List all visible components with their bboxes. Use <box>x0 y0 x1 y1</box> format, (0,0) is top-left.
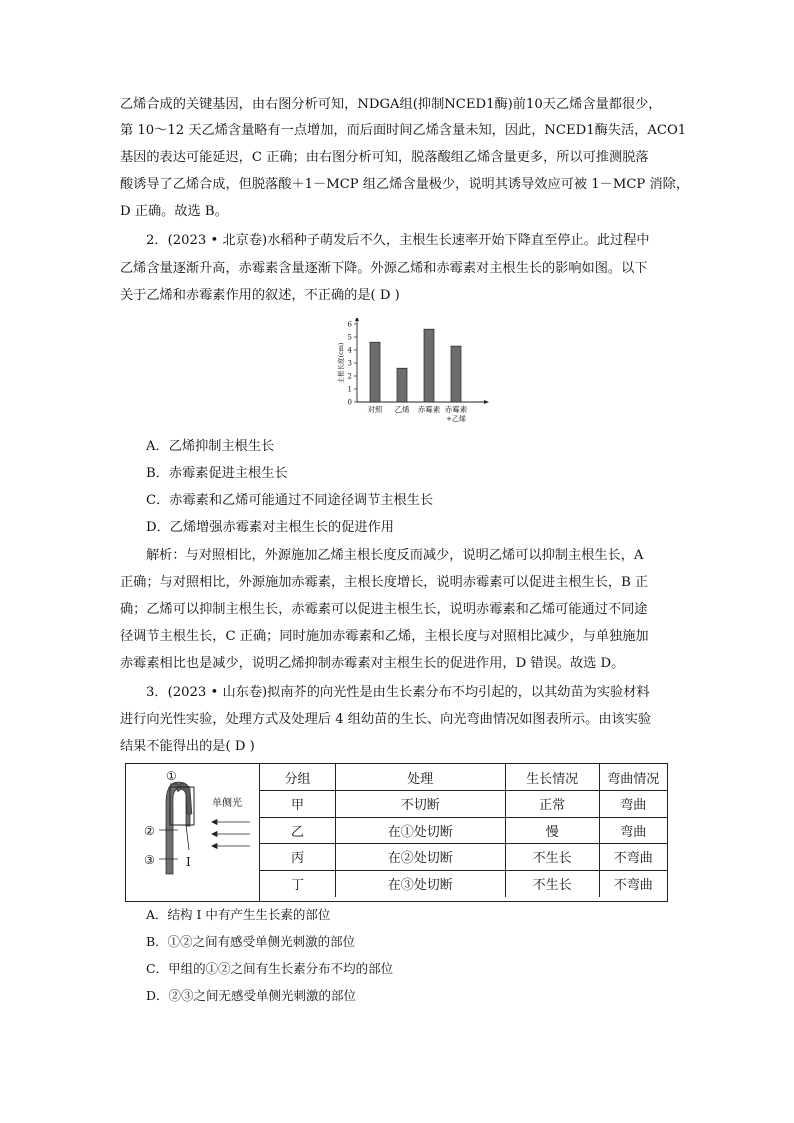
q2-stem-line-1: 2．(2023 • 北京卷)水稻种子萌发后不久，主根生长速率开始下降直至停止。此过程中 <box>146 233 650 248</box>
structure-I-pointer <box>186 825 189 850</box>
q2-analysis-line-1: 解析：与对照相比，外源施加乙烯主根长度反而减少，说明乙烯可以抑制主根生长，A <box>146 548 644 563</box>
table-row <box>260 791 668 818</box>
q2-analysis-line-4: 径调节主根生长，C 正确；同时施加赤霉素和乙烯，主根长度与对照相比减少，与单独施加 <box>120 629 649 644</box>
header-treatment: 处理 <box>335 764 505 791</box>
cell-bending: 不弯曲 <box>599 844 667 871</box>
chart-y-label-text: 主根长度(cm) <box>337 342 345 384</box>
prev-analysis-line-4: 酸诱导了乙烯合成，但脱落酸＋1－MCP 组乙烯含量极少，说明其诱导效应可被 1－MCP 消除， <box>120 177 690 192</box>
chart-x-axis-arrow <box>484 400 489 404</box>
chart-x-sublabel: +乙烯 <box>446 415 466 423</box>
seedling-cotyledon <box>176 783 192 814</box>
q3-option-d: D．②③之间无感受单侧光刺激的部位 <box>146 988 357 1003</box>
q2-stem-line-2: 乙烯含量逐渐升高，赤霉素含量逐渐下降。外源乙烯和赤霉素对主根生长的影响如图。以下 <box>120 261 648 276</box>
q2-stem-line-3: 关于乙烯和赤霉素作用的叙述，不正确的是( D ) <box>120 288 400 303</box>
root-length-bar-chart <box>335 318 495 430</box>
cell-treatment: 不切断 <box>335 791 505 818</box>
prev-analysis-line-5: D 正确。故选 B。 <box>120 204 228 219</box>
q2-analysis-line-2: 正确；与对照相比，外源施加赤霉素，主根长度增长，说明赤霉素可以促进主根生长，B 正 <box>120 575 649 590</box>
cell-growth: 不生长 <box>505 870 599 897</box>
chart-y-tick-label: 3 <box>347 359 352 368</box>
unilateral-light-label: 单侧光 <box>212 798 242 809</box>
q2-option-a: A．乙烯抑制主根生长 <box>146 439 275 454</box>
cell-group: 丙 <box>260 844 336 871</box>
q2-option-b: B．赤霉素促进主根生长 <box>146 466 288 481</box>
cell-treatment: 在②处切断 <box>335 844 505 871</box>
chart-bar <box>397 368 407 402</box>
chart-y-tick-label: 2 <box>347 372 352 381</box>
cell-growth: 慢 <box>505 817 599 844</box>
chart-bar <box>451 346 461 402</box>
header-group: 分组 <box>260 764 336 791</box>
cell-bending: 不弯曲 <box>599 870 667 897</box>
header-growth: 生长情况 <box>505 764 599 791</box>
table-row <box>260 817 668 844</box>
chart-y-axis-arrow <box>355 318 359 321</box>
mark-2-label: ② <box>144 824 155 838</box>
cell-growth: 正常 <box>505 791 599 818</box>
header-bending: 弯曲情况 <box>599 764 667 791</box>
cell-treatment: 在③处切断 <box>335 870 505 897</box>
chart-y-ticks <box>348 321 357 407</box>
q3-stem-line-2: 进行向光性实验，处理方式及处理后 4 组幼苗的生长、向光弯曲情况如图表所示。由该实验 <box>120 712 652 727</box>
chart-x-label: 对照 <box>367 405 383 414</box>
q2-option-d: D．乙烯增强赤霉素对主根生长的促进作用 <box>146 520 394 535</box>
experiment-results-table <box>259 764 667 897</box>
mark-3-label: ③ <box>144 853 155 867</box>
experiment-figure-table <box>125 763 668 902</box>
mark-1-label: ① <box>166 769 177 783</box>
cell-group: 乙 <box>260 817 336 844</box>
light-arrows <box>212 820 250 849</box>
table-row <box>260 870 668 897</box>
table-row <box>260 844 668 871</box>
cell-bending: 弯曲 <box>599 817 667 844</box>
chart-x-label: 赤霉素 <box>444 405 468 414</box>
chart-y-tick-label: 0 <box>347 398 352 407</box>
table-header-row <box>260 764 668 791</box>
prev-analysis-line-1: 乙烯合成的关键基因，由右图分析可知，NDGA组(抑制NCED1酶)前10天乙烯含量都很少， <box>120 97 662 112</box>
chart-y-tick-label: 6 <box>347 320 352 329</box>
q2-analysis-line-5: 赤霉素相比也是减少，说明乙烯抑制赤霉素对主根生长的促进作用，D 错误。故选 D。 <box>120 656 625 671</box>
chart-y-tick-label: 1 <box>347 385 352 394</box>
structure-I-label: I <box>186 855 191 869</box>
chart-bar <box>370 342 380 402</box>
cell-bending: 弯曲 <box>599 791 667 818</box>
prev-analysis-line-2: 第 10～12 天乙烯含量略有一点增加，而后面时间乙烯含量未知，因此，NCED1酶失活，ACO1 <box>120 123 687 138</box>
q3-option-a: A．结构 I 中有产生生长素的部位 <box>146 907 331 922</box>
chart-y-tick-label: 5 <box>347 333 352 342</box>
cell-group: 丁 <box>260 870 336 897</box>
q3-stem-line-1: 3．(2023 • 山东卷)拟南芥的向光性是由生长素分布不均引起的，以其幼苗为实验材料 <box>146 685 650 700</box>
chart-y-tick-label: 4 <box>347 346 352 355</box>
chart-bars <box>370 329 461 402</box>
q2-option-c: C．赤霉素和乙烯可能通过不同途径调节主根生长 <box>146 493 434 508</box>
cell-treatment: 在①处切断 <box>335 817 505 844</box>
q2-analysis-line-3: 确；乙烯可以抑制主根生长，赤霉素可以促进主根生长，说明赤霉素和乙烯可能通过不同途 <box>120 602 648 617</box>
chart-bar <box>424 329 434 402</box>
cell-group: 甲 <box>260 791 336 818</box>
chart-x-label: 赤霉素 <box>417 405 441 414</box>
q3-stem-line-3: 结果不能得出的是( D ) <box>120 739 255 754</box>
q3-option-b: B．①②之间有感受单侧光刺激的部位 <box>146 934 356 949</box>
seedling-diagram <box>126 764 260 901</box>
prev-analysis-line-3: 基因的表达可能延迟，C 正确；由右图分析可知，脱落酸组乙烯含量更多，所以可推测脱落 <box>120 150 649 165</box>
chart-y-axis-label <box>336 342 345 383</box>
cell-growth: 不生长 <box>505 844 599 871</box>
chart-x-labels <box>368 404 468 423</box>
q3-option-c: C．甲组的①②之间有生长素分布不均的部位 <box>146 961 394 976</box>
chart-x-label: 乙烯 <box>394 405 410 414</box>
